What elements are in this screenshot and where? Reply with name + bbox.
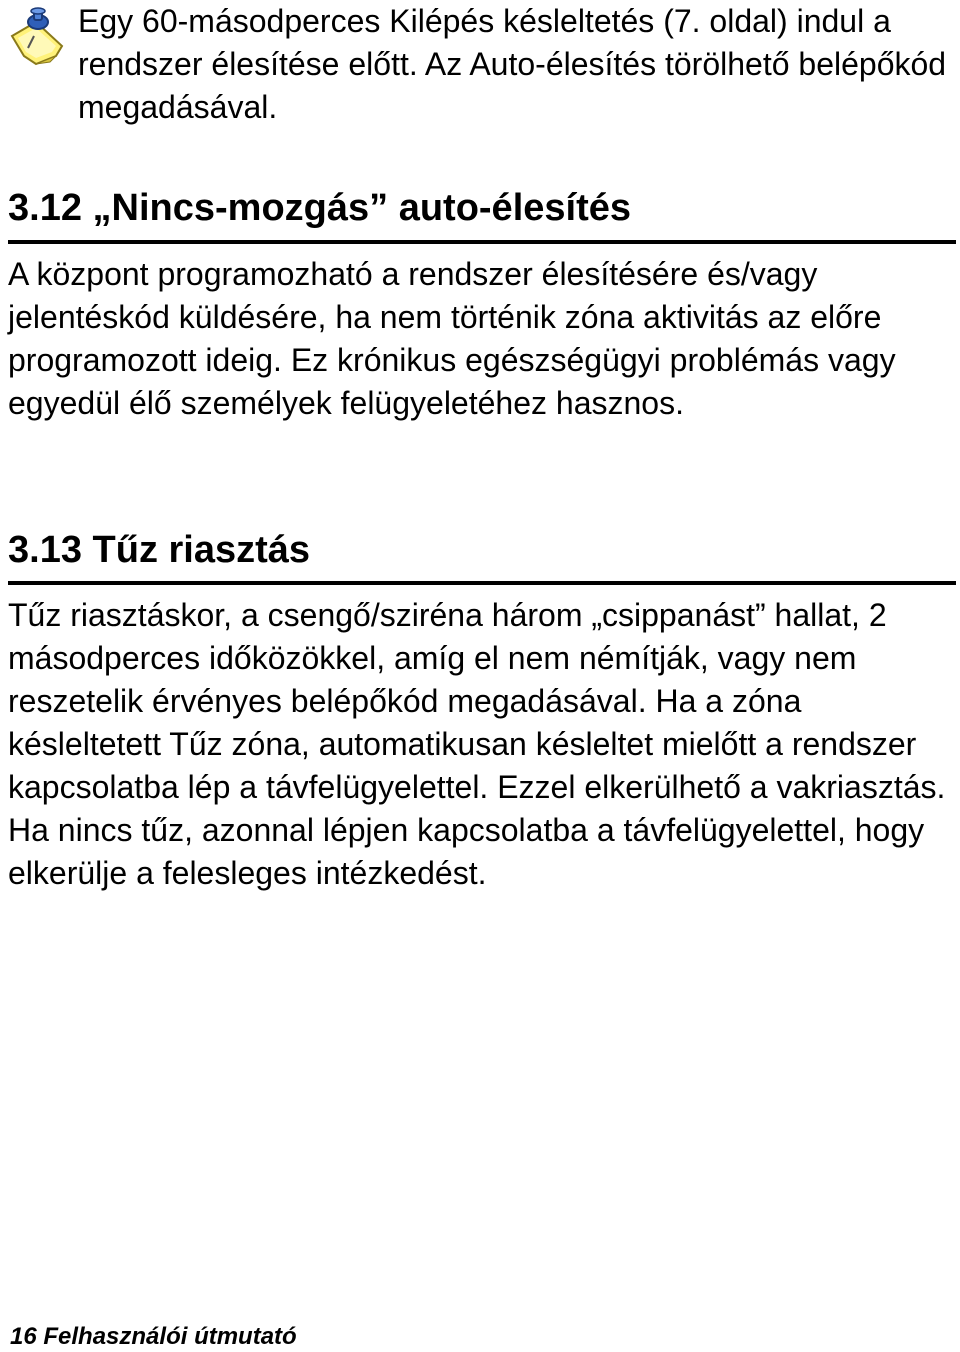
section-3-13-divider — [8, 581, 956, 585]
section-3-12-body: A központ programozható a rendszer élesítésére és/vagy jelentéskód küldésére, ha nem történik zóna aktivitás az előre programozott ideig. Ez krónikus egészségügyi problémás vagy egyedül élő személyek felügyeletéhez hasznos. — [8, 256, 896, 421]
section-3-12-heading: 3.12 „Nincs-mozgás” auto-élesítés — [8, 187, 631, 229]
section-3-12-divider — [8, 240, 956, 244]
note-block — [0, 0, 960, 130]
note-text: Egy 60-másodperces Kilépés késleltetés (7. oldal) indul a rendszer élesítése előtt. Az Auto-élesítés törölhető belépőkód megadásával. — [78, 3, 947, 125]
section-3-13-heading: 3.13 Tűz riasztás — [8, 529, 311, 571]
section-3-13-body: Tűz riasztáskor, a csengő/sziréna három „csippanást” hallat, 2 másodperces időközökkel, amíg el nem némítják, vagy nem reszetelik érvényes belépőkód megadásával. Ha a zóna késleltetett Tűz zóna, automatikusan késleltet mielőtt a rendszer kapcsolatba lép a távfelügyelettel. Ezzel elkerülhető a vakriasztás. Ha nincs tűz, azonnal lépjen kapcsolatba a távfelügyelettel, hogy elkerülje a felesleges intézkedést. — [8, 597, 946, 891]
page-footer: 16 Felhasználói útmutató — [10, 1323, 297, 1350]
pushpin-note-icon — [6, 6, 68, 68]
